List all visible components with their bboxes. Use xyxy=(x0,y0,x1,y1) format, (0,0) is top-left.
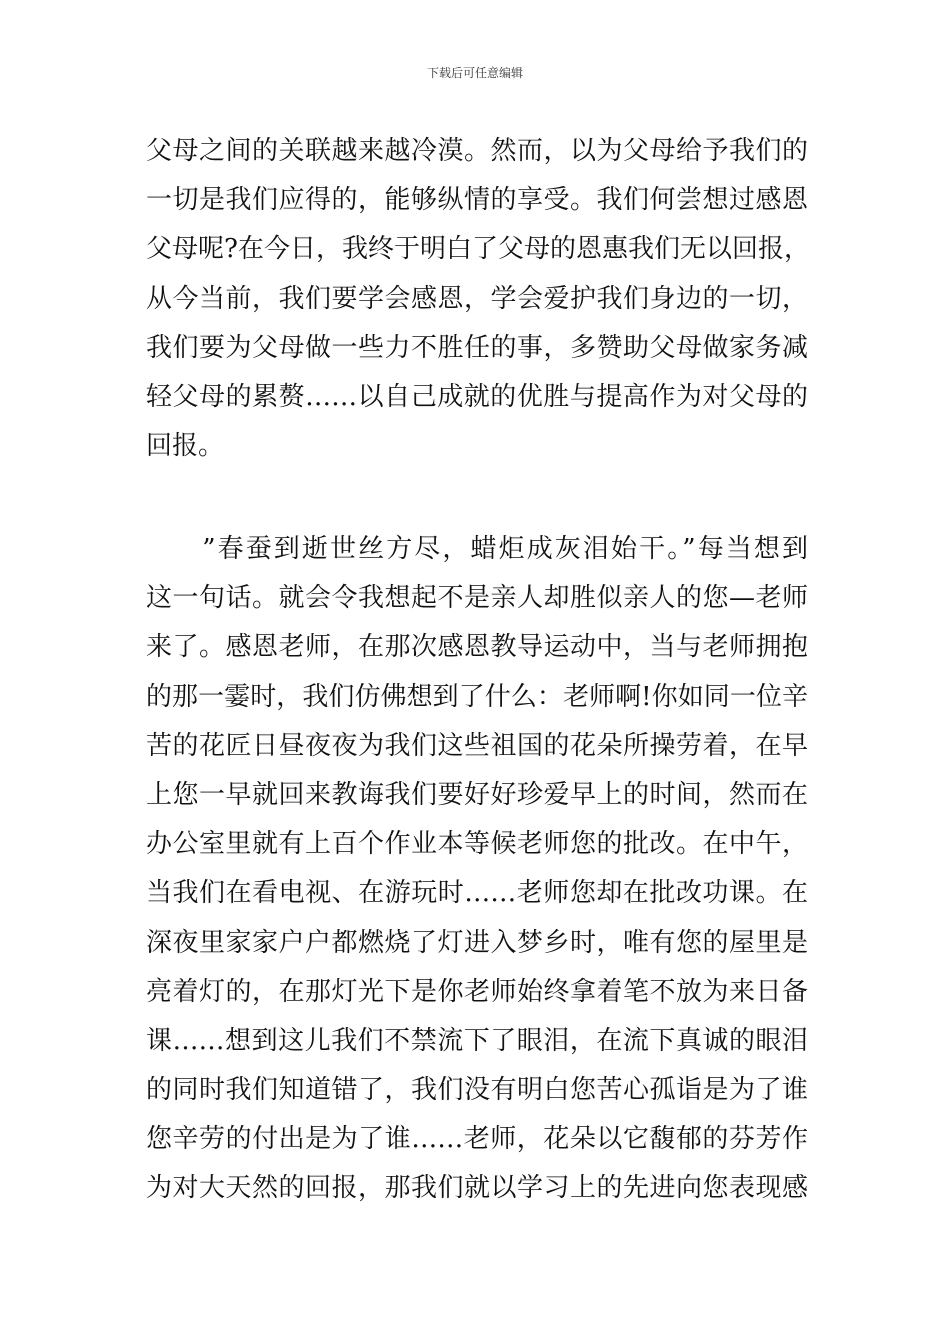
text-line: 深夜里家家户户都燃烧了灯进入梦乡时，唯有您的屋里是 xyxy=(146,927,808,958)
text-line: 来了。感恩老师，在那次感恩教导运动中，当与老师拥抱 xyxy=(146,632,808,663)
text-line: 轻父母的累赘……以自己成就的优胜与提高作为对父母的 xyxy=(146,381,808,412)
text-line: 回报。 xyxy=(146,431,225,462)
text-line: 课……想到这儿我们不禁流下了眼泪，在流下真诚的眼泪 xyxy=(146,1025,808,1056)
text-line: 苦的花匠日昼夜夜为我们这些祖国的花朵所操劳着，在早 xyxy=(146,730,808,761)
text-line: 父母之间的关联越来越冷漠。然而，以为父母给予我们的 xyxy=(146,136,808,166)
text-line: 一切是我们应得的，能够纵情的享受。我们何尝想过感恩 xyxy=(146,185,808,216)
paragraph-1 xyxy=(146,127,808,471)
text-line: 上您一早就回来教诲我们要好好珍爱早上的时间，然而在 xyxy=(146,779,808,810)
text-line: 这一句话。就会令我想起不是亲人却胜似亲人的您—老师 xyxy=(146,583,808,614)
text-line: 亮着灯的，在那灯光下是你老师始终拿着笔不放为来日备 xyxy=(146,976,808,1007)
text-line: 从今当前，我们要学会感恩，学会爱护我们身边的一切， xyxy=(146,283,808,314)
text-line: 的同时我们知道错了，我们没有明白您苦心孤诣是为了谁 xyxy=(146,1075,808,1106)
text-line: 办公室里就有上百个作业本等候老师您的批改。在中午， xyxy=(146,829,808,860)
text-line: 为对大天然的回报，那我们就以学习上的先进向您表现感 xyxy=(146,1173,808,1204)
text-line: 您辛劳的付出是为了谁……老师，花朵以它馥郁的芬芳作 xyxy=(146,1124,808,1155)
text-line: 当我们在看电视、在游玩时……老师您却在批改功课。在 xyxy=(146,878,808,909)
paragraph-2 xyxy=(146,525,808,1214)
text-line: 我们要为父母做一些力不胜任的事，多赞助父母做家务减 xyxy=(146,332,808,363)
page-header: 下载后可任意编辑 xyxy=(426,66,523,80)
text-line: 父母呢?在今日，我终于明白了父母的恩惠我们无以回报， xyxy=(146,234,810,265)
text-line: ”春蚕到逝世丝方尽，蜡炬成灰泪始干。”每当想到 xyxy=(146,534,808,564)
text-line: 的那一霎时，我们仿佛想到了什么：老师啊!你如同一位辛 xyxy=(146,681,808,712)
